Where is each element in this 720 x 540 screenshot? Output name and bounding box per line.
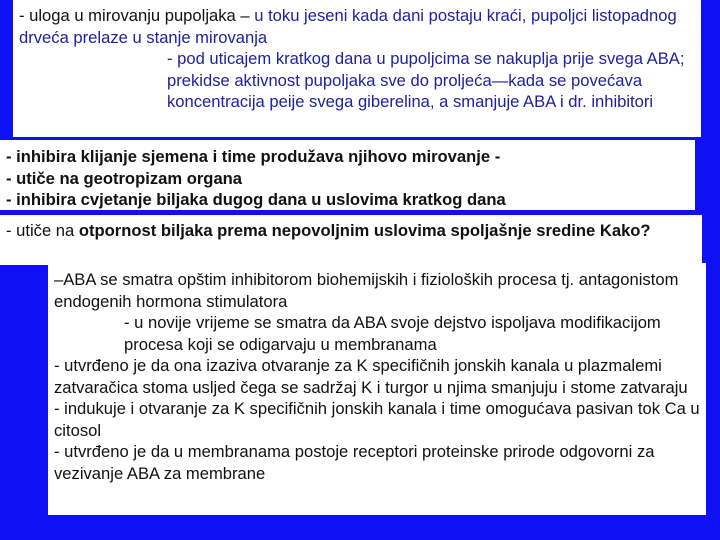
mechanism-box <box>48 263 706 515</box>
dormancy-heading: - uloga u mirovanju pupoljaka – <box>19 6 255 25</box>
resistance-paragraph <box>6 220 702 242</box>
mechanism-paragraph-membranes: - u novije vrijeme se smatra da ABA svoje dejstvo ispoljava modifikacijom procesa koji se odigarvaju u membranama <box>124 313 661 354</box>
dormancy-description: u toku jeseni kada dani postaju kraći, pupoljci listopadnog drveća prelaze u stanje mirovanja <box>19 6 677 47</box>
resistance-prefix: - utiče na <box>6 221 79 240</box>
mechanism-paragraph-stomata: - utvrđeno je da ona izaziva otvaranje za K specifičnih jonskih kanala u plazmalemi zatvaračica stoma usljed čega se sadržaj K i turgor u njima smanjuju i stome zatvaraju <box>54 356 688 397</box>
short-day-paragraph: - pod uticajem kratkog dana u pupoljcima se nakuplja prije svega ABA; prekidse aktivnost pupoljaka sve do proljeća—kada se povećava koncentracija peije svega giberelina, a smanjuje ABA i dr. inhibitori <box>167 49 685 111</box>
resistance-question: otpornost biljaka prema nepovoljnim uslovima spoljašnje sredine Kako? <box>78 221 651 240</box>
resistance-box <box>0 215 702 265</box>
dormancy-text-box <box>13 0 701 137</box>
effect-item-flowering: - inhibira cvjetanje biljaka dugog dana u uslovima kratkog dana <box>6 190 506 209</box>
effect-item-geotropism: - utiče na geotropizam organa <box>6 168 243 188</box>
effects-list-box <box>0 140 695 210</box>
effect-item-germination: - inhibira klijanje sjemena i time produžava njihovo mirovanje - <box>6 147 501 166</box>
dormancy-paragraph <box>19 5 695 48</box>
mechanism-paragraph-receptors: - utvrđeno je da u membranama postoje receptori proteinske prirode odgovorni za vezivanje ABA za membrane <box>54 442 655 483</box>
mechanism-paragraph-calcium: - indukuje i otvaranje za K specifičnih jonskih kanala i time omogućava pasivan tok Ca u citosol <box>54 399 700 440</box>
mechanism-paragraph-inhibitor: –ABA se smatra opštim inhibitorom biohemijskih i fizioloških procesa tj. antagonistom endogenih hormona stimulatora <box>54 270 679 311</box>
